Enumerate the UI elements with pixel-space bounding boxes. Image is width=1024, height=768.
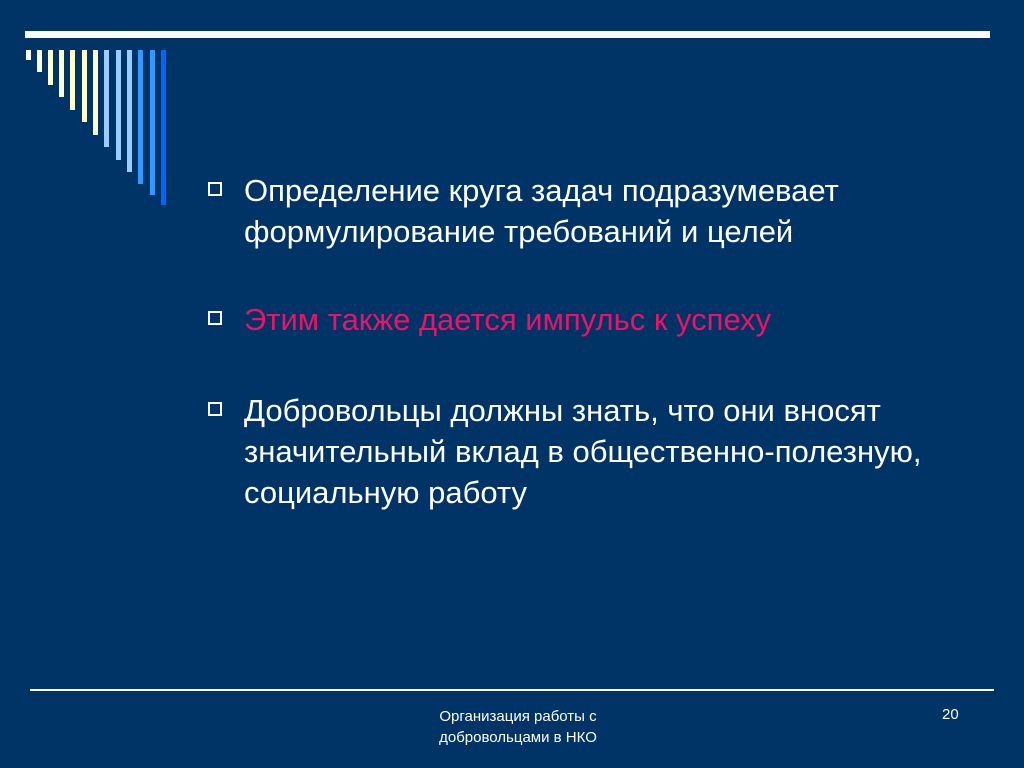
stripe [127,50,132,172]
stripe [93,50,98,135]
stripe [150,50,155,195]
stripe [116,50,121,160]
bullet-item [208,170,988,252]
stripe [37,50,42,72]
bullet-text: Добровольцы должны знать, что они вносят значительный вклад в общественно-полезную, социальную работу [244,393,922,510]
page-number: 20 [942,706,959,723]
stripe [161,50,166,205]
stripe [138,50,143,184]
square-bullet-icon [208,402,222,416]
stripe [104,50,109,147]
square-bullet-icon [208,182,222,196]
bullet-text: Этим также дается импульс к успеху [244,302,772,337]
stripe [48,50,53,85]
square-bullet-icon [208,311,222,325]
bullet-item [208,299,988,340]
footer-divider [30,689,994,691]
top-rule [25,31,990,38]
bullet-item [208,390,988,513]
stripe [26,50,31,60]
footer-text: Организация работы с добровольцами в НКО [439,708,597,746]
bullet-list [208,170,988,560]
stripe [59,50,64,97]
bullet-text: Определение круга задач подразумевает формулирование требований и целей [244,173,839,249]
stripe [82,50,87,122]
stripe [70,50,75,110]
